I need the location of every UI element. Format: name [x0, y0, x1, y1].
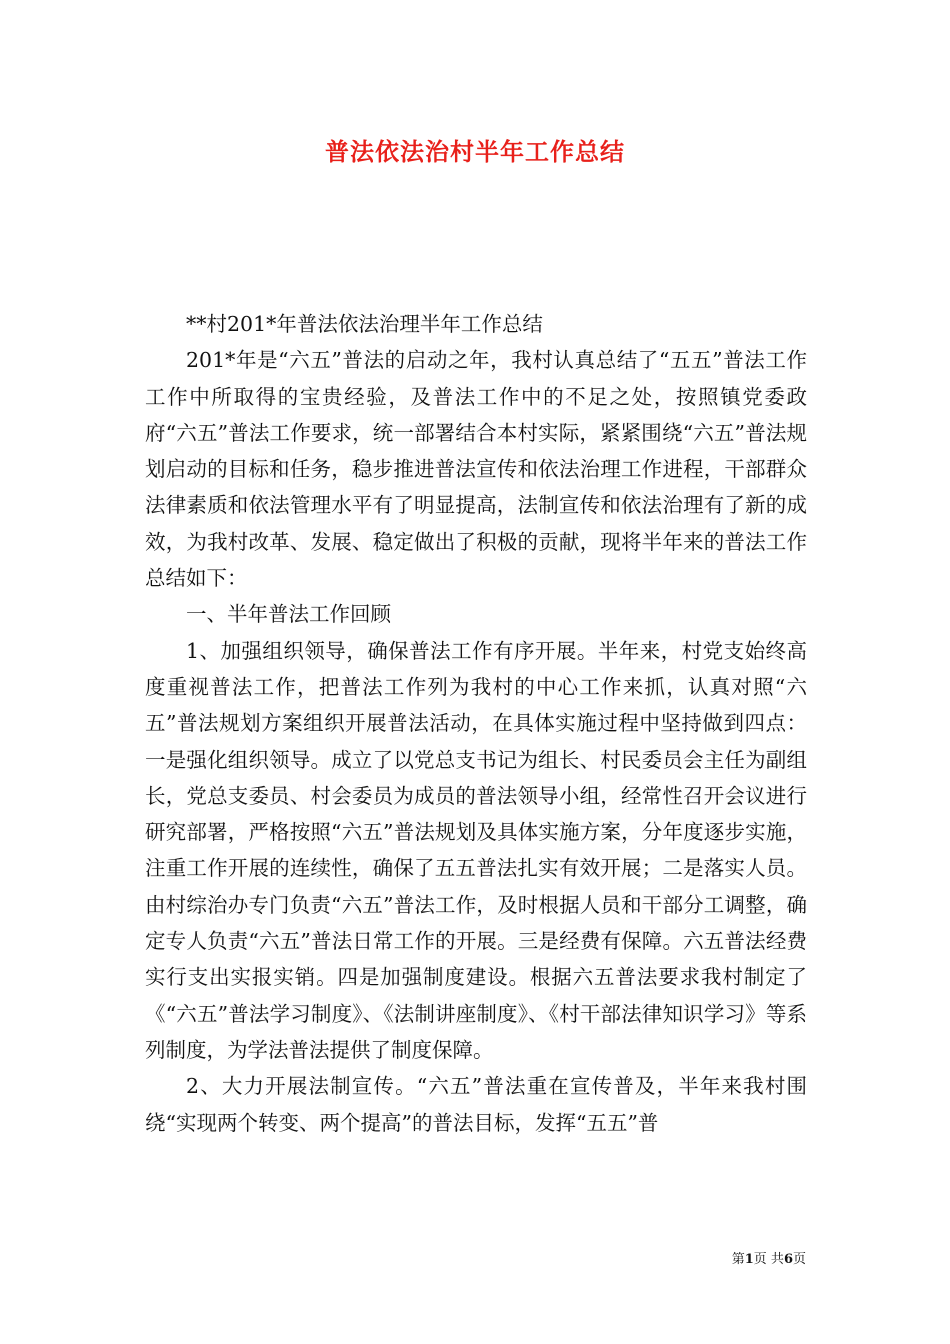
- paragraph-item-1: 1、加强组织领导，确保普法工作有序开展。半年来，村党支始终高度重视普法工作，把普法工作列为我村的中心工作来抓，认真对照“六五”普法规划方案组织开展普法活动，在具体实施过程中坚持做到四点：一是强化组织领导。成立了以党总支书记为组长、村民委员会主任为副组长，党总支委员、村会委员为成员的普法领导小组，经常性召开会议进行研究部署，严格按照“六五”普法规划及具体实施方案，分年度逐步实施，注重工作开展的连续性，确保了五五普法扎实有效开展；二是落实人员。由村综治办专门负责“六五”普法工作，及时根据人员和干部分工调整，确定专人负责“六五”普法日常工作的开展。三是经费有保障。六五普法经费实行支出实报实销。四是加强制度建设。根据六五普法要求我村制定了《“六五”普法学习制度》、《法制讲座制度》、《村干部法律知识学习》等系列制度，为学法普法提供了制度保障。: [145, 638, 807, 1062]
- paragraph-item-2: 2、大力开展法制宣传。“六五”普法重在宣传普及，半年来我村围绕“实现两个转变、两个提高”的普法目标，发挥“五五”普: [145, 1074, 807, 1135]
- footer-middle: 页 共: [753, 1252, 784, 1267]
- footer-prefix: 第: [731, 1252, 745, 1267]
- paragraph-subtitle: **村201*年普法依法治理半年工作总结: [186, 312, 543, 336]
- document-body: [145, 306, 807, 1141]
- document-title: 普法依法治村半年工作总结: [325, 137, 625, 166]
- paragraph-section-heading: 一、半年普法工作回顾: [186, 602, 391, 627]
- footer-suffix: 页: [792, 1252, 806, 1267]
- footer-total-pages: 6: [783, 1252, 793, 1267]
- footer-current-page: 1: [744, 1252, 754, 1267]
- paragraph-intro: 201*年是“六五”普法的启动之年，我村认真总结了“五五”普法工作工作中所取得的宝贵经验，及普法工作中的不足之处，按照镇党委政府“六五”普法工作要求，统一部署结合本村实际，紧紧围绕“六五”普法规划启动的目标和任务，稳步推进普法宣传和依法治理工作进程，干部群众法律素质和依法管理水平有了明显提高，法制宣传和依法治理有了新的成效，为我村改革、发展、稳定做出了积极的贡献，现将半年来的普法工作总结如下：: [145, 348, 807, 591]
- page-number-footer: [732, 1248, 806, 1267]
